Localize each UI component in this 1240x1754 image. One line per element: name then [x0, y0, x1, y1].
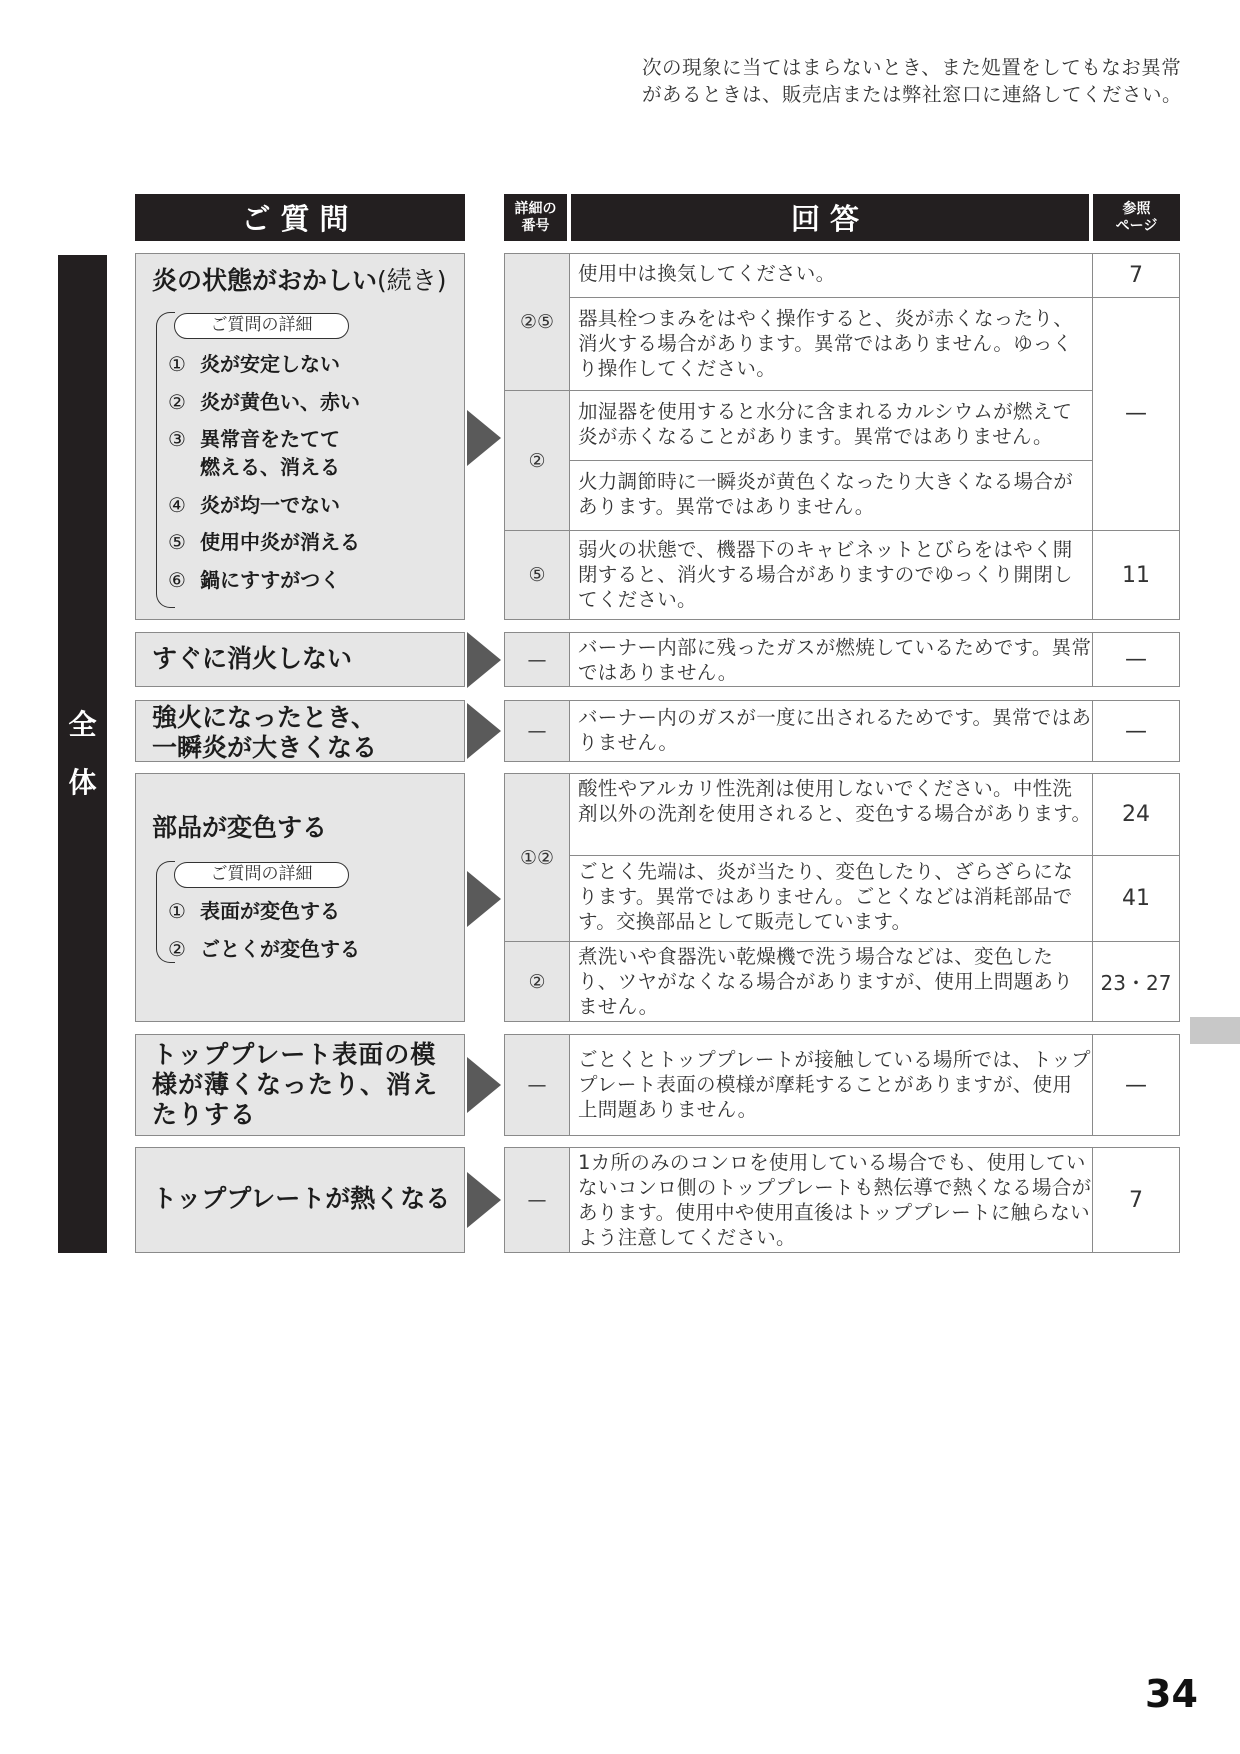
reference-page: 7: [1129, 262, 1143, 288]
reference-page: —: [1125, 718, 1147, 744]
question-title: トッププレートが熱くなる: [152, 1184, 451, 1213]
detail-item: ③ 異常音をたてて: [168, 427, 340, 451]
reference-page: 7: [1129, 1187, 1143, 1213]
arrow-icon: [467, 1172, 501, 1228]
answer-text: 使用中は換気してください。: [578, 262, 836, 285]
question-title: 炎の状態がおかしい(続き): [152, 266, 447, 295]
divider: [570, 390, 1092, 391]
section-index-tab: [1190, 1017, 1240, 1044]
question-title: 強火になったとき、 一瞬炎が大きくなる: [152, 703, 378, 762]
question-box-high-flame: [135, 700, 465, 762]
arrow-icon: [467, 1057, 501, 1113]
detail-number-cell: —: [504, 632, 570, 687]
reference-page: 24: [1122, 801, 1150, 827]
reference-page: —: [1125, 401, 1147, 426]
reference-page: 41: [1122, 885, 1150, 911]
page-number: 34: [1145, 1672, 1198, 1716]
divider: [570, 297, 1180, 298]
detail-number-cell: ②⑤: [504, 253, 570, 391]
sidebar-char-2: 体: [68, 766, 97, 799]
detail-item: ① 炎が安定しない: [168, 352, 340, 376]
question-box-pattern-fade: [135, 1034, 465, 1136]
detail-number-cell: ⑤: [504, 530, 570, 620]
answer-text: ごとく先端は、炎が当たり、変色したり、ざらざらになります。異常ではありません。ごとくなどは消耗部品です。交換部品として販売しています。: [578, 860, 1074, 933]
answer-text: 酸性やアルカリ性洗剤は使用しないでください。中性洗剤以外の洗剤を使用されると、変色する場合があります。: [578, 777, 1092, 825]
question-box-discolor: [135, 773, 465, 1022]
answer-text: 煮洗いや食器洗い乾燥機で洗う場合などは、変色したり、ツヤがなくなる場合がありますが、使用上問題ありません。: [578, 945, 1074, 1018]
detail-item: ⑤ 使用中炎が消える: [168, 530, 360, 554]
arrow-icon: [467, 410, 501, 466]
header-detail-number: 詳細の 番号: [504, 194, 567, 241]
question-title: トッププレート表面の模 様が薄くなったり、消え たりする: [152, 1040, 439, 1129]
answer-text: 器具栓つまみをはやく操作すると、炎が赤くなったり、消火する場合があります。異常ではありません。ゆっくり操作してください。: [578, 307, 1074, 380]
detail-number-cell: ①②: [504, 773, 570, 942]
intro-note: 次の現象に当てはまらないとき、また処置をしてもなお異常があるときは、販売店または弊社窓口に連絡してください。: [642, 56, 1183, 106]
detail-item: ① 表面が変色する: [168, 899, 340, 923]
answer-text: 火力調節時に一瞬炎が黄色くなったり大きくなる場合があります。異常ではありません。: [578, 470, 1074, 518]
answer-text: 1カ所のみのコンロを使用している場合でも、使用していないコンロ側のトッププレートも熱伝導で熱くなる場合があります。使用中や使用直後はトッププレートに触らないよう注意してください。: [578, 1151, 1092, 1249]
answer-text: 弱火の状態で、機器下のキャビネットとびらをはやく開閉すると、消火する場合がありますのでゆっくり開閉してください。: [578, 538, 1073, 611]
question-title: すぐに消火しない: [152, 644, 353, 673]
reference-page: 11: [1122, 562, 1150, 588]
answer-text: 加湿器を使用すると水分に含まれるカルシウムが燃えて炎が赤くなることがあります。異常ではありません。: [578, 400, 1073, 448]
question-title: 部品が変色する: [152, 813, 328, 842]
divider: [570, 530, 1180, 531]
detail-label: ご質問の詳細: [174, 862, 349, 888]
arrow-icon: [467, 632, 501, 688]
reference-page: 23・27: [1100, 971, 1172, 995]
detail-item: ④ 炎が均一でない: [168, 493, 340, 517]
detail-label: ご質問の詳細: [174, 313, 349, 339]
answer-text: ごとくとトッププレートが接触している場所では、トッププレート表面の模様が摩耗することがありますが、使用上問題ありません。: [578, 1048, 1091, 1121]
section-sidebar: [58, 255, 107, 1253]
detail-item: 燃える、消える: [200, 455, 340, 479]
detail-number-cell: —: [504, 1034, 570, 1136]
question-box-not-extinguish: [135, 632, 465, 687]
detail-number-cell: —: [504, 1147, 570, 1253]
detail-item: ② 炎が黄色い、赤い: [168, 390, 360, 414]
detail-number-cell: ②: [504, 941, 570, 1022]
header-question: ご質問: [135, 194, 465, 241]
header-answer: 回答: [571, 194, 1089, 241]
detail-number-cell: ②: [504, 390, 570, 531]
detail-item: ② ごとくが変色する: [168, 937, 360, 961]
detail-item: ⑥ 鍋にすすがつく: [168, 568, 341, 592]
arrow-icon: [467, 703, 501, 759]
reference-page: —: [1125, 1072, 1147, 1098]
reference-page: —: [1125, 647, 1147, 672]
sidebar-char-1: 全: [68, 708, 97, 741]
header-reference-page: 参照 ページ: [1093, 194, 1180, 241]
answer-text: バーナー内のガスが一度に出されるためです。異常ではありません。: [578, 706, 1092, 754]
divider: [570, 460, 1092, 461]
divider: [570, 855, 1180, 856]
detail-number-cell: —: [504, 700, 570, 762]
question-box-top-plate-hot: [135, 1147, 465, 1253]
arrow-icon: [467, 871, 501, 927]
question-box-flame: [135, 253, 465, 620]
answer-text: バーナー内部に残ったガスが燃焼しているためです。異常ではありません。: [578, 636, 1092, 684]
